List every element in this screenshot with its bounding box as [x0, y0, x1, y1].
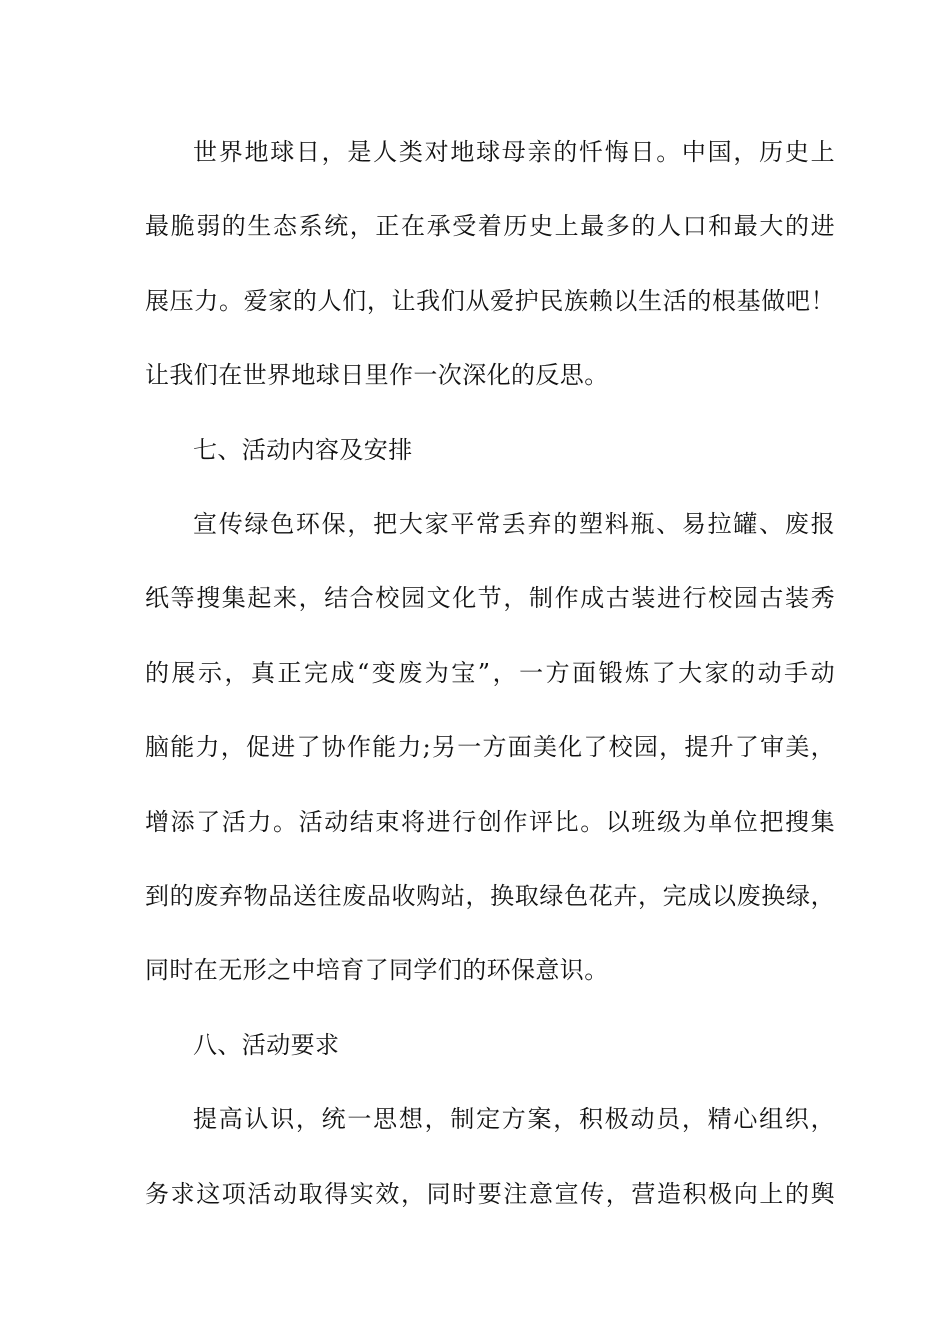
- section-heading: 八、活动要求: [193, 1031, 340, 1059]
- paragraph-line: 纸等搜集起来，结合校园文化节，制作成古装进行校园古装秀: [145, 584, 835, 612]
- paragraph-line: 提高认识，统一思想，制定方案，积极动员，精心组织，: [193, 1105, 835, 1133]
- paragraph-line: 宣传绿色环保，把大家平常丢弃的塑料瓶、易拉罐、废报: [193, 510, 835, 538]
- paragraph-line: 同时在无形之中培育了同学们的环保意识。: [145, 956, 609, 984]
- paragraph-line: 脑能力，促进了协作能力;另一方面美化了校园，提升了审美，: [145, 733, 835, 761]
- paragraph-line: 到的废弃物品送往废品收购站，换取绿色花卉，完成以废换绿，: [145, 882, 835, 910]
- paragraph-line: 世界地球日，是人类对地球母亲的忏悔日。中国，历史上: [193, 138, 835, 166]
- paragraph-line: 的展示，真正完成“变废为宝”，一方面锻炼了大家的动手动: [145, 659, 835, 687]
- paragraph-line: 增添了活力。活动结束将进行创作评比。以班级为单位把搜集: [145, 808, 835, 836]
- section-heading: 七、活动内容及安排: [193, 436, 413, 464]
- paragraph-line: 展压力。爱家的人们，让我们从爱护民族赖以生活的根基做吧！: [145, 287, 835, 315]
- paragraph-line: 最脆弱的生态系统，正在承受着历史上最多的人口和最大的进: [145, 212, 835, 240]
- paragraph-line: 让我们在世界地球日里作一次深化的反思。: [145, 361, 609, 389]
- paragraph-line: 务求这项活动取得实效，同时要注意宣传，营造积极向上的舆: [145, 1180, 835, 1208]
